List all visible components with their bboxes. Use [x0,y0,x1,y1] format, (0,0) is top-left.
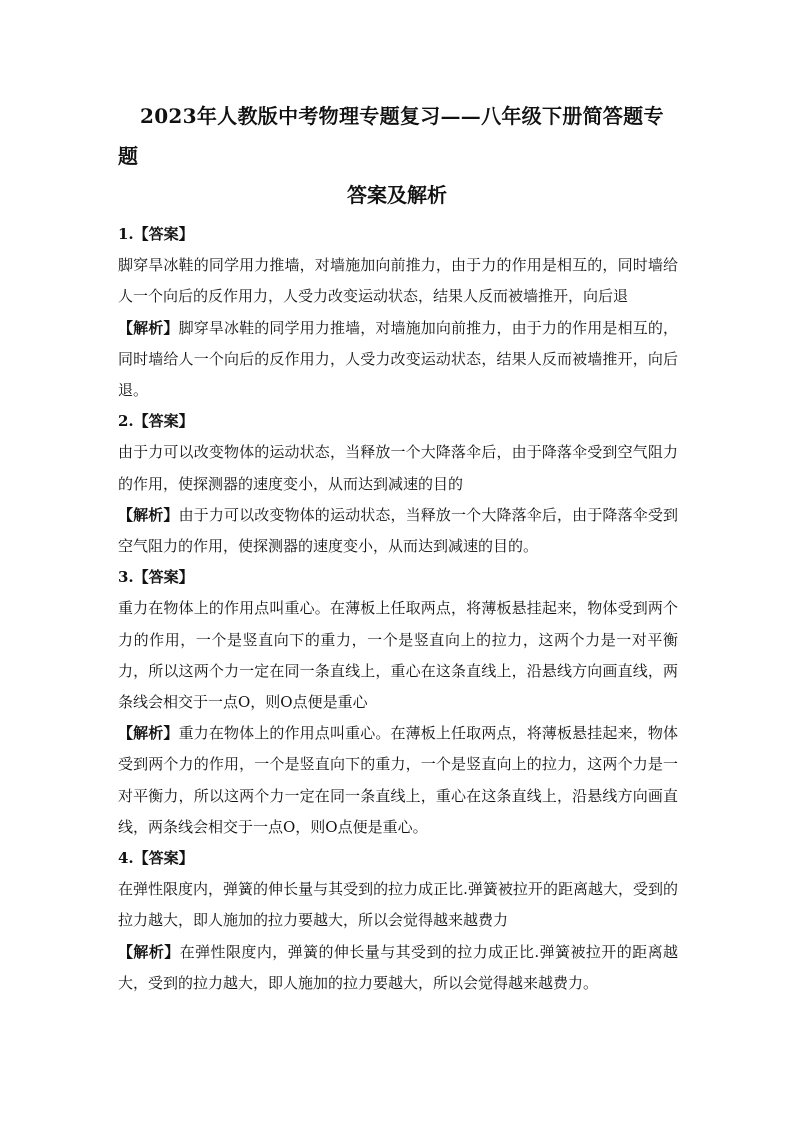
question-block-2 [118,406,678,562]
document-title: 2023年人教版中考物理专题复习——八年级下册简答题专题 [118,104,664,168]
explanation-paragraph [118,500,678,562]
question-block-3 [118,562,678,843]
explanation-text: 重力在物体上的作用点叫重心。在薄板上任取两点，将薄板悬挂起来，物体受到两个力的作用，一个是竖直向下的重力，一个是竖直向上的拉力，这两个力是一对平衡力，所以这两个力一定在同一条直线上，重心在这条直线上，沿悬线方向画直线，两条线会相交于一点O，则O点便是重心。 [118,724,678,836]
answer-list [118,219,678,999]
explanation-paragraph [118,718,678,843]
explanation-text: 脚穿旱冰鞋的同学用力推墙，对墙施加向前推力，由于力的作用是相互的，同时墙给人一个向后的反作用力，人受力改变运动状态，结果人反而被墙推开，向后退。 [118,318,678,400]
question-number: 1. [118,225,134,243]
explanation-paragraph [118,937,678,999]
question-number: 4. [118,849,134,868]
explanation-text: 由于力可以改变物体的运动状态，当释放一个大降落伞后，由于降落伞受到空气阻力的作用，使探测器的速度变小，从而达到减速的目的。 [118,505,678,556]
answer-label: 【答案】 [133,568,194,587]
explanation-label: 【解析】 [118,318,179,337]
answers-heading: 答案及解析 [347,183,447,207]
explanation-label: 【解析】 [118,942,180,961]
explanation-label: 【解析】 [118,724,179,743]
answer-text: 在弹性限度内，弹簧的伸长量与其受到的拉力成正比.弹簧被拉开的距离越大，受到的拉力越大，即人施加的拉力要越大，所以会觉得越来越费力 [118,880,678,930]
answer-label: 【答案】 [133,225,194,243]
question-block-4 [118,843,678,999]
explanation-paragraph [118,313,678,407]
question-heading [118,562,678,593]
answer-text: 由于力可以改变物体的运动状态，当释放一个大降落伞后，由于降落伞受到空气阻力的作用，使探测器的速度变小，从而达到减速的目的 [118,443,678,493]
question-heading [118,843,678,874]
question-number: 2. [118,412,134,431]
explanation-label: 【解析】 [118,505,179,524]
answer-label: 【答案】 [133,849,194,868]
answer-text: 脚穿旱冰鞋的同学用力推墙，对墙施加向前推力，由于力的作用是相互的，同时墙给人一个向后的反作用力，人受力改变运动状态，结果人反而被墙推开，向后退 [118,256,678,306]
question-heading [118,219,678,250]
question-block-1 [118,219,678,406]
answer-label: 【答案】 [133,412,194,431]
answer-text: 重力在物体上的作用点叫重心。在薄板上任取两点，将薄板悬挂起来，物体受到两个力的作用，一个是竖直向下的重力，一个是竖直向上的拉力，这两个力是一对平衡力，所以这两个力一定在同一条直线上，重心在这条直线上，沿悬线方向画直线，两条线会相交于一点O，则O点便是重心 [118,599,678,712]
question-heading [118,406,678,437]
explanation-text: 在弹性限度内，弹簧的伸长量与其受到的拉力成正比.弹簧被拉开的距离越大，受到的拉力越大，即人施加的拉力要越大，所以会觉得越来越费力。 [118,942,678,992]
question-number: 3. [118,568,134,587]
